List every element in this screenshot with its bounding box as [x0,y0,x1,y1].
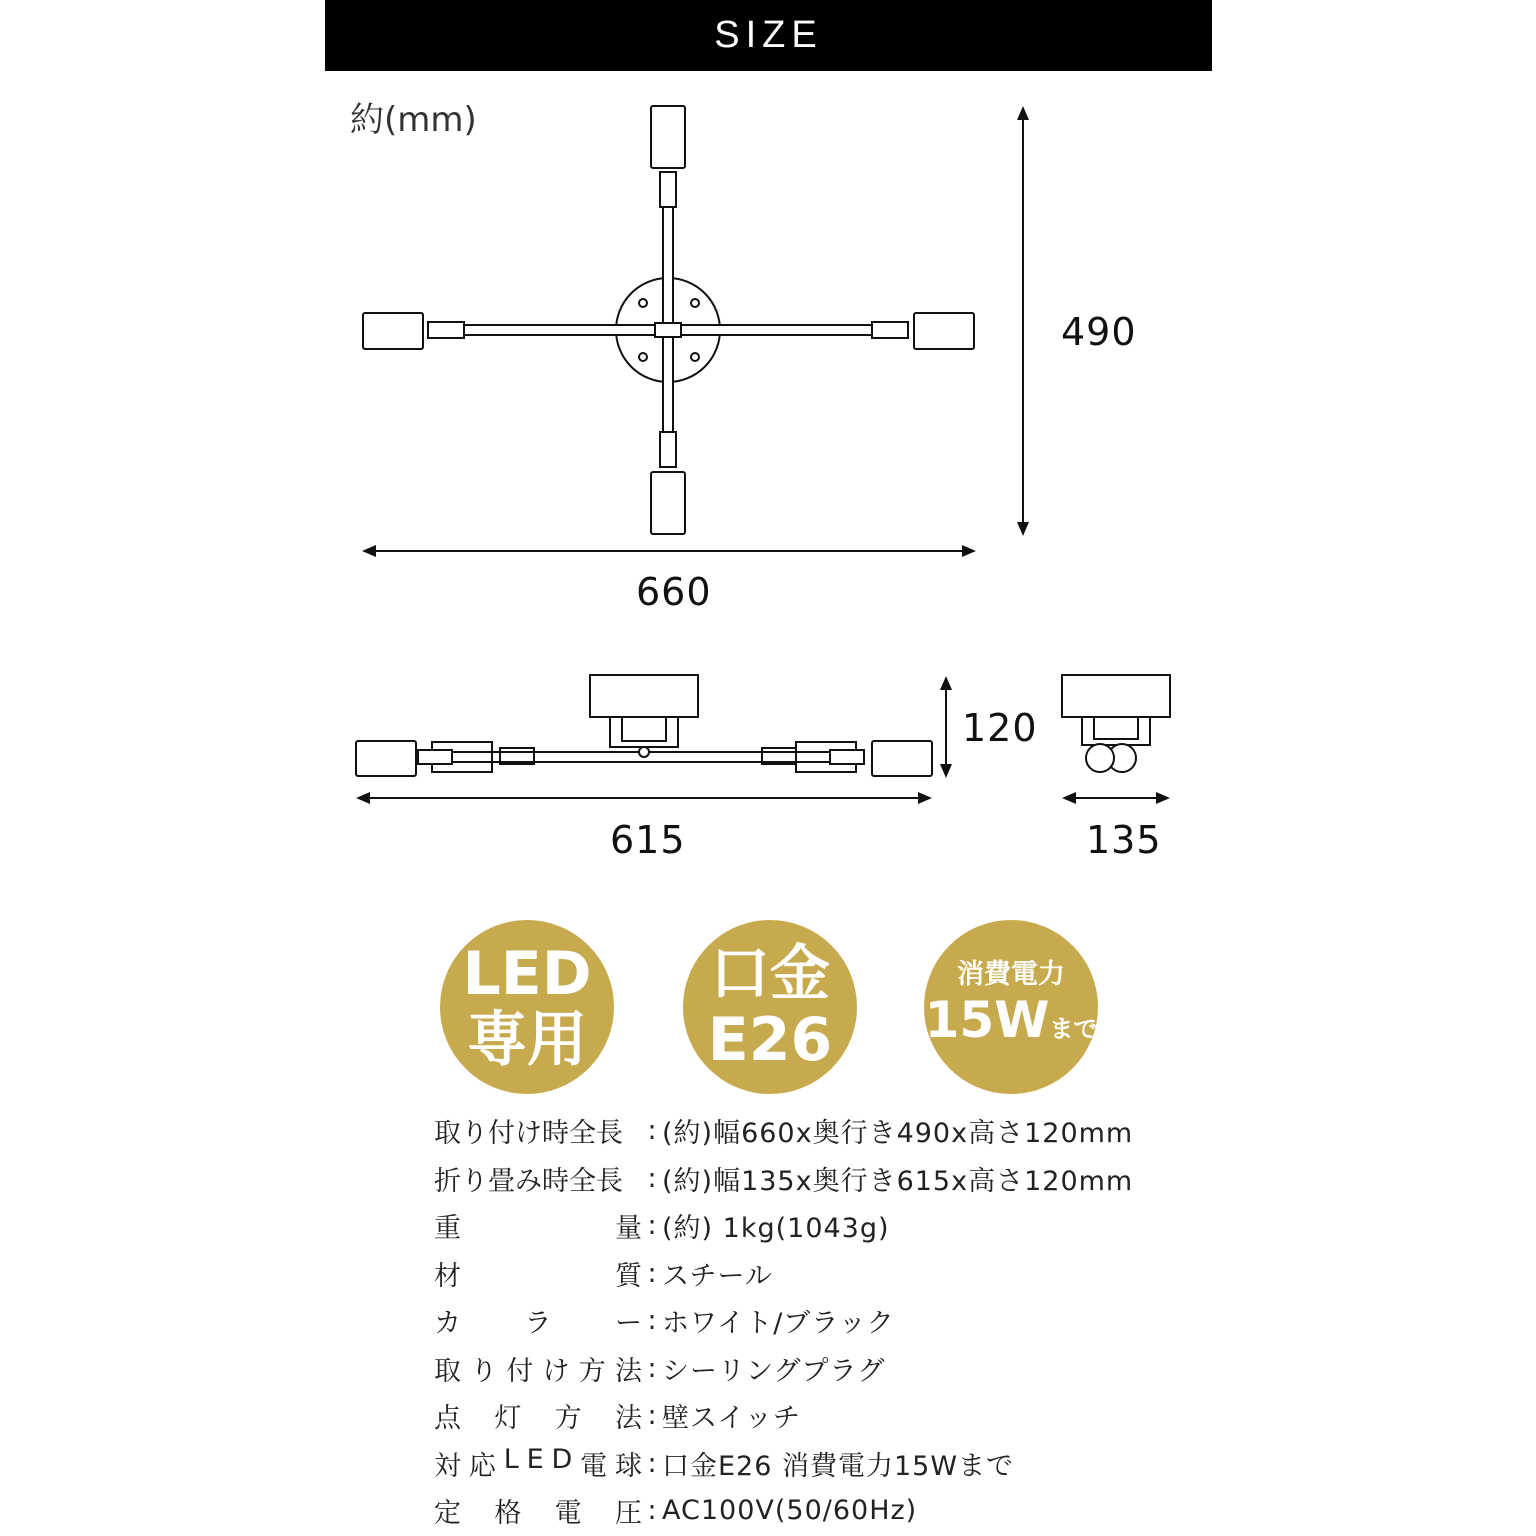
top-view-fixture [363,106,974,534]
led-only-badge [440,920,614,1094]
spec-row-voltage [434,1487,1154,1535]
spec-colon: : [647,1257,657,1289]
spec-label: 材 質 [434,1260,642,1292]
spec-value: (約) 1kg(1043g) [662,1213,890,1245]
power-consumption-badge [924,920,1098,1094]
size-title: SIZE [714,14,823,56]
badge-line-2: E26 [707,1005,833,1075]
folded-width-value: 135 [1086,818,1162,862]
spec-label: 定 格 電 圧 [434,1498,642,1530]
spec-row-mounting [434,1345,1154,1393]
base-e26-badge [683,920,857,1094]
spec-value: (約)幅135x奥行き615x高さ120mm [662,1165,1134,1197]
spec-value: スチール [662,1260,773,1292]
spec-value: シーリングプラグ [662,1355,886,1387]
spec-colon: : [647,1400,657,1432]
side-width-value: 615 [610,818,686,862]
spec-row-mounted-size [434,1107,1154,1155]
badge-line-1: LED [462,939,592,1009]
spec-row-folded-size [434,1155,1154,1203]
spec-row-weight [434,1202,1154,1250]
spec-colon: : [647,1305,657,1337]
side-view-fixture [356,675,932,776]
spec-label: カ ラ ー [434,1308,642,1340]
spec-value: 口金E26 消費電力15Wまで [662,1450,1015,1482]
folded-view-fixture [1062,675,1170,772]
badge-wattage-suffix: まで [1049,1014,1098,1043]
spec-colon: : [647,1210,657,1242]
spec-colon: : [647,1447,657,1479]
top-width-value: 660 [636,570,712,614]
spec-colon: : [647,1115,657,1147]
spec-label: 対 応 L E D 電 球 [434,1443,642,1482]
badge-line-1: 口金 [710,939,830,1009]
spec-colon: : [647,1352,657,1384]
badge-line-1: 消費電力 [957,958,1065,990]
spec-label: 折り畳み時全長 [434,1165,623,1197]
spec-list [434,1107,1154,1535]
spec-value: ホワイト/ブラック [662,1308,895,1340]
badge-line-2 [925,992,1098,1057]
spec-colon: : [647,1495,657,1527]
badge-wattage: 15W [924,990,1050,1049]
spec-label: 取 り 付 け 方 法 [434,1355,642,1387]
unit-label: 約(mm) [350,100,477,140]
spec-label: 重 量 [434,1213,642,1245]
spec-value: (約)幅660x奥行き490x高さ120mm [662,1118,1134,1150]
spec-row-color [434,1297,1154,1345]
top-height-value: 490 [1061,310,1137,354]
spec-row-switch [434,1392,1154,1440]
badge-line-2: 専用 [467,1005,587,1075]
side-height-value: 120 [962,706,1038,750]
spec-label: 点 灯 方 法 [434,1403,642,1435]
spec-label: 取り付け時全長 [434,1118,623,1150]
spec-row-material [434,1250,1154,1298]
spec-colon: : [647,1162,657,1194]
spec-value: 壁スイッチ [662,1403,801,1435]
spec-value: AC100V(50/60Hz) [662,1495,918,1527]
spec-row-bulb [434,1440,1154,1488]
